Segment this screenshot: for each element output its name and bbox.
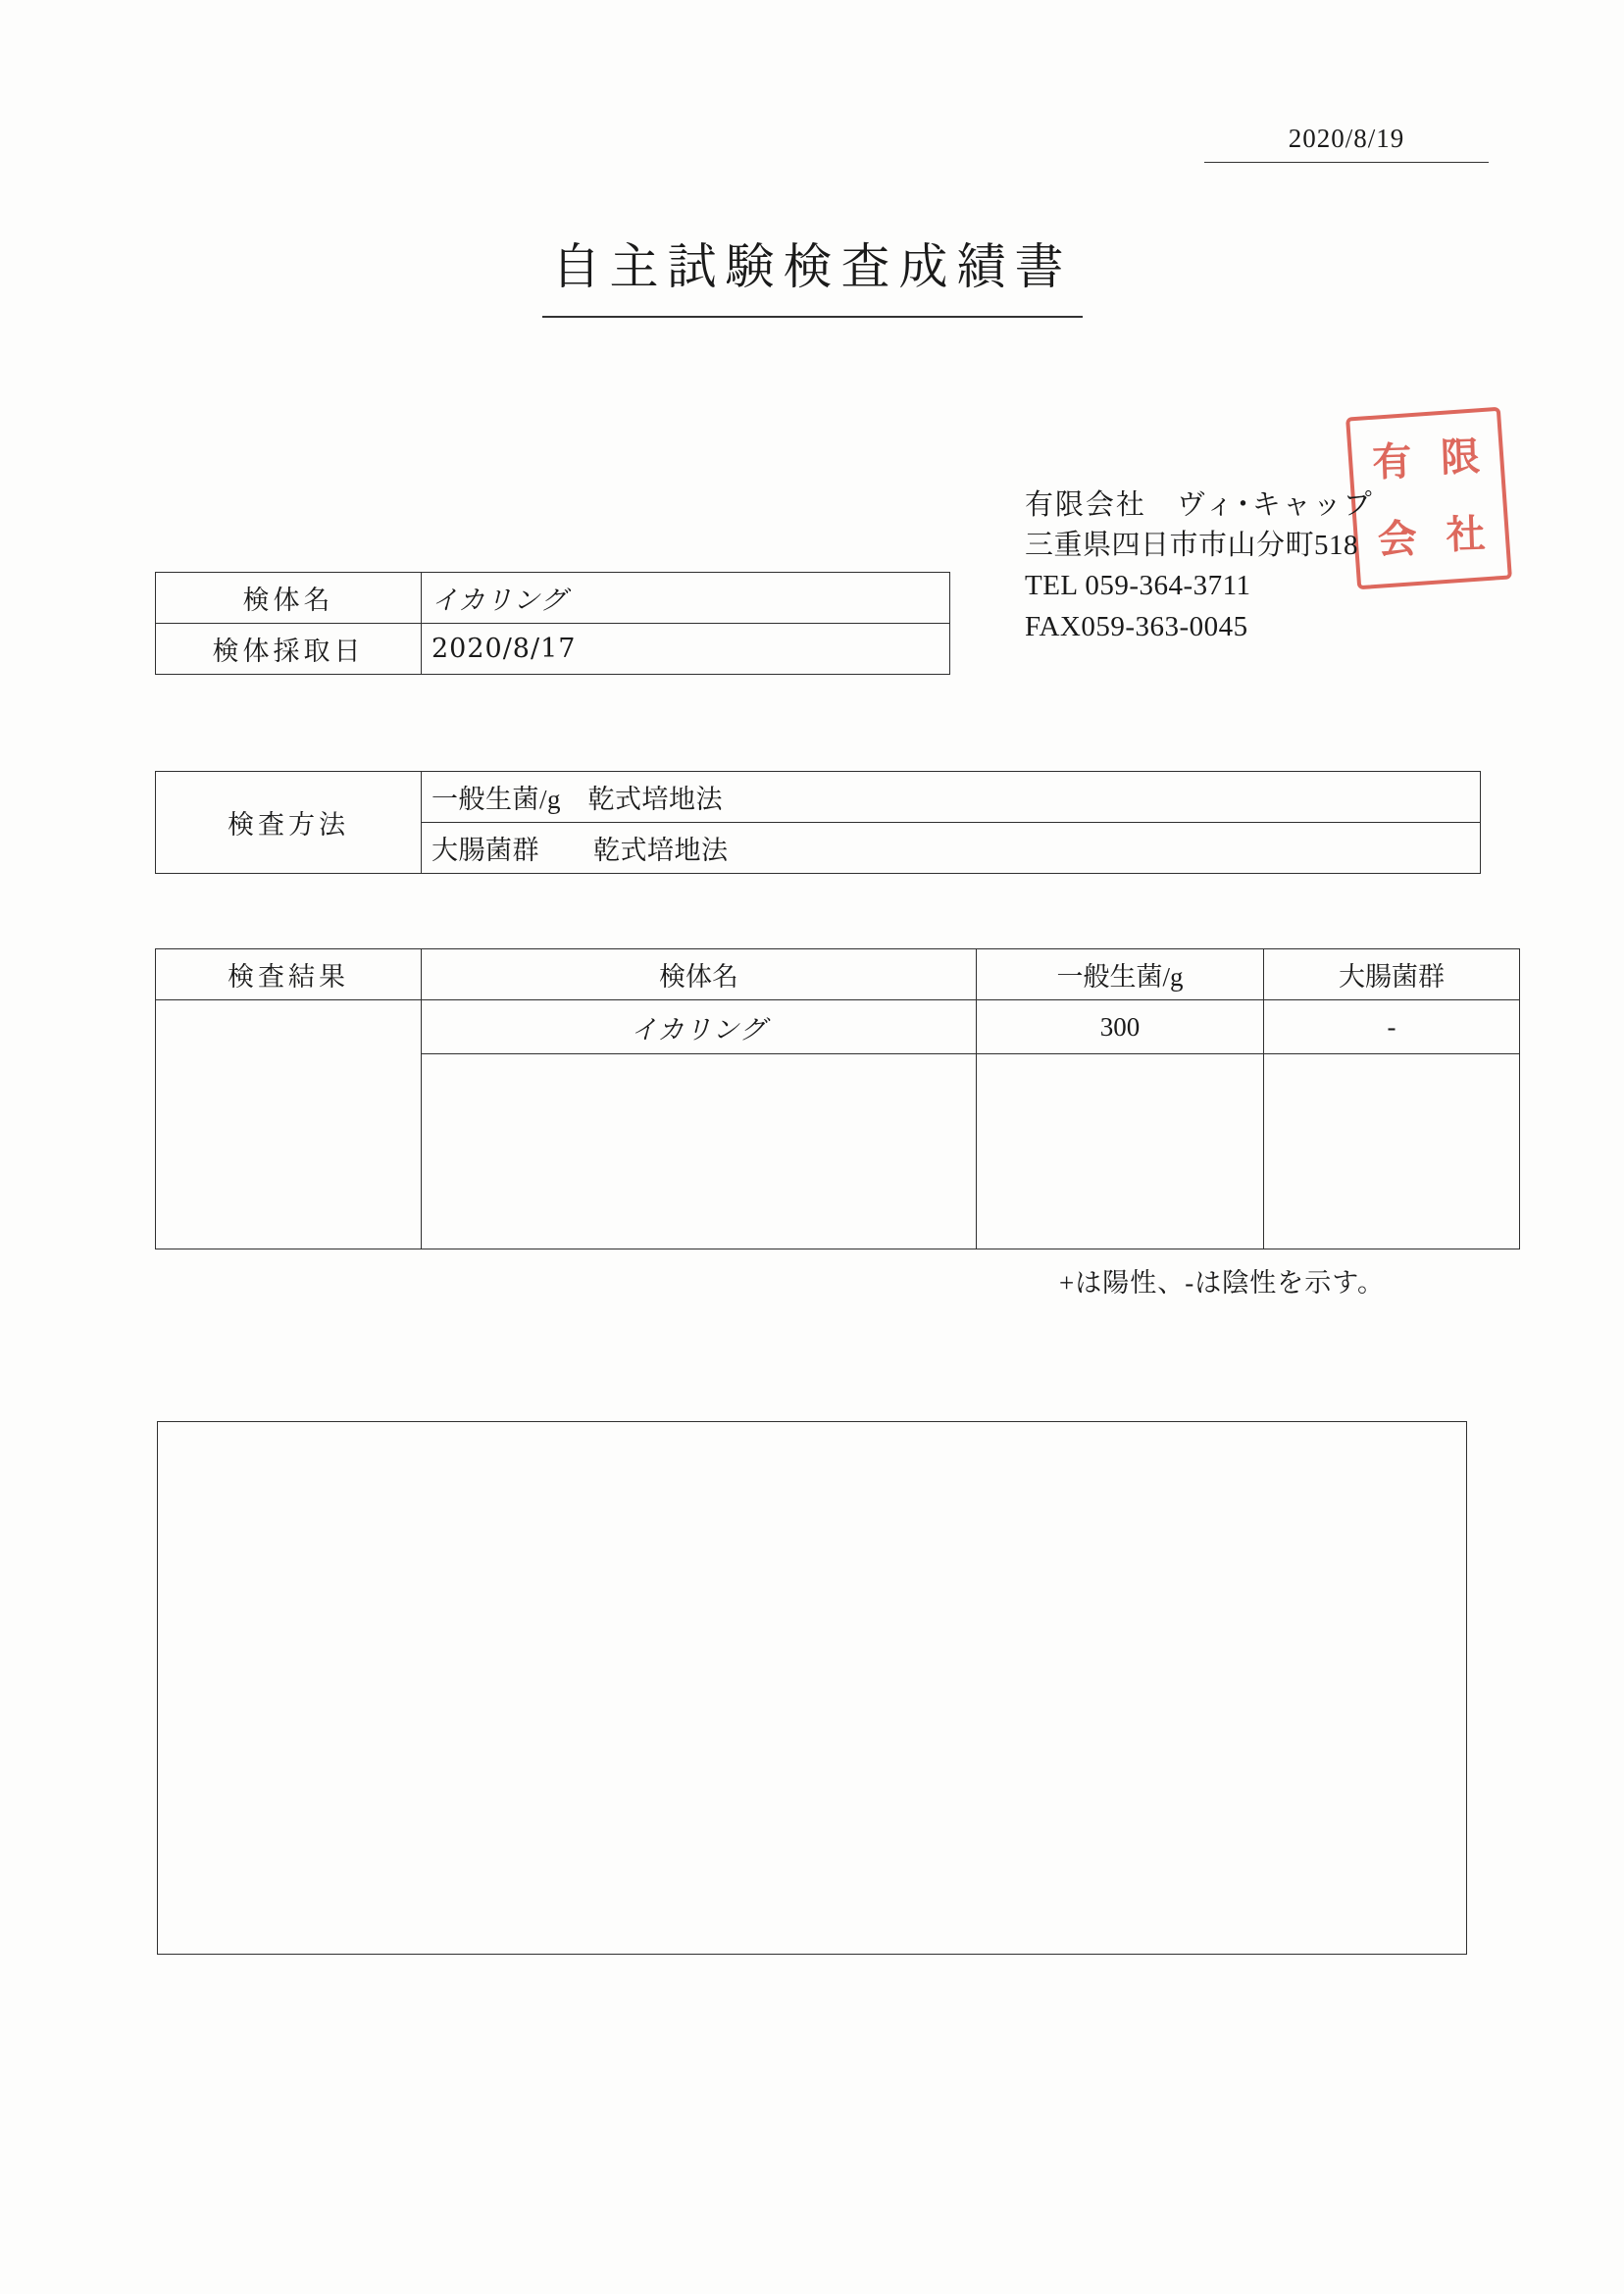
page-title-wrap (0, 228, 1624, 318)
table-header-row (156, 949, 1520, 1000)
seal-glyph: 有 (1371, 437, 1413, 485)
result-table (155, 948, 1520, 1249)
table-row (156, 772, 1481, 823)
result-header-bacteria: 一般生菌/g (977, 949, 1264, 1000)
method-table (155, 771, 1481, 874)
result-coliform-value: - (1264, 1000, 1520, 1054)
specimen-name-label: 検体名 (156, 573, 422, 624)
result-header-sample: 検体名 (422, 949, 977, 1000)
company-info (1025, 485, 1374, 647)
result-empty-name-cell (422, 1054, 977, 1249)
specimen-name-value: イカリング (422, 573, 950, 624)
method-row-2: 大腸菌群 乾式培地法 (422, 823, 1481, 874)
remarks-box (157, 1421, 1467, 1955)
result-header-coliform: 大腸菌群 (1264, 949, 1520, 1000)
result-label: 検査結果 (156, 949, 422, 1000)
result-empty-label-cell (156, 1054, 422, 1249)
result-label-spacer (156, 1000, 422, 1054)
company-fax: FAX059-363-0045 (1025, 610, 1248, 642)
document-date: 2020/8/19 (1204, 124, 1489, 163)
seal-glyph: 限 (1440, 433, 1481, 481)
method-label: 検査方法 (156, 772, 422, 874)
seal-glyph: 社 (1445, 510, 1487, 558)
company-name: 有限会社 ヴィ･キャップ (1025, 489, 1374, 521)
seal-glyphs (1355, 416, 1503, 580)
method-row-1: 一般生菌/g 乾式培地法 (422, 772, 1481, 823)
result-sample-name: イカリング (422, 1000, 977, 1054)
specimen-table (155, 572, 950, 675)
result-empty-coliform-cell (1264, 1054, 1520, 1249)
specimen-date-value: 2020/8/17 (422, 624, 950, 675)
table-row (156, 1000, 1520, 1054)
table-row (156, 624, 950, 675)
table-row (156, 573, 950, 624)
result-empty-bacteria-cell (977, 1054, 1264, 1249)
company-telephone: TEL 059-364-3711 (1025, 570, 1251, 602)
table-row-empty (156, 1054, 1520, 1249)
specimen-date-label: 検体採取日 (156, 624, 422, 675)
company-address: 三重県四日市市山分町518 (1025, 530, 1359, 562)
page-title: 自主試験検査成績書 (542, 228, 1083, 318)
result-legend-note: +は陽性、-は陰性を示す。 (1059, 1268, 1386, 1298)
result-bacteria-count: 300 (977, 1000, 1264, 1054)
seal-glyph: 会 (1377, 515, 1418, 563)
